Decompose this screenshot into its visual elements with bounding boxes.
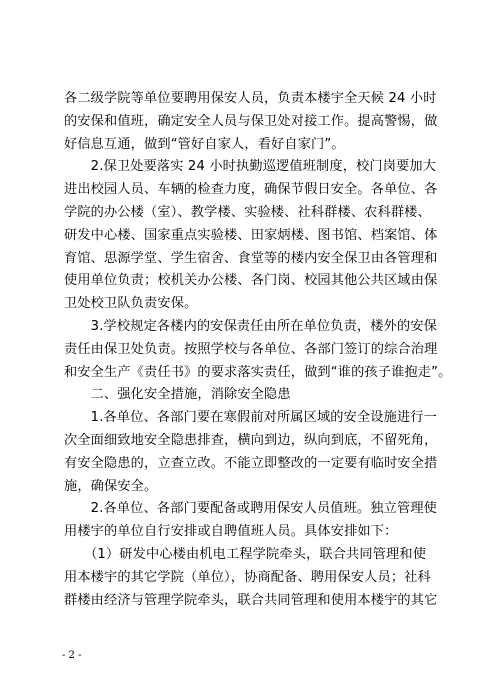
text-line: 3.学校规定各楼内的安保责任由所在单位负责，楼外的安保 <box>64 318 437 334</box>
text-line: 用楼宇的单位自行安排或自聘值班人员。具体安排如下： <box>64 524 398 540</box>
text-line: 育馆、思源学堂、学生宿舍、食堂等的楼内安全保卫由各管理和 <box>64 250 438 266</box>
text-line: 好信息互通，做到“管好自家人，看好自家门”。 <box>64 136 345 152</box>
text-line: （1）研发中心楼由机电工程学院牵头，联合共同管理和使 <box>64 546 427 562</box>
text-line: 用本楼宇的其它学院（单位），协商配备、聘用保安人员；社科 <box>64 569 431 585</box>
text-line: 卫处校卫队负责安保。 <box>64 296 198 312</box>
text-line: 使用单位负责；校机关办公楼、各门岗、校园其他公共区域由保 <box>64 273 438 289</box>
text-line: 研发中心楼、国家重点实验楼、田家炳楼、图书馆、档案馆、体 <box>64 227 438 243</box>
text-line: 有安全隐患的，立查立改。不能立即整改的一定要有临时安全措 <box>64 455 438 471</box>
text-line: 群楼由经济与管理学院牵头，联合共同管理和使用本楼宇的其它 <box>64 592 438 608</box>
text-line: 责任由保卫处负责。按照学校与各单位、各部门签订的综合治理 <box>64 341 438 357</box>
text-line: 的安保和值班，确定安全人员与保卫处对接工作。提高警惕，做 <box>64 113 438 129</box>
text-line: 施，确保安全。 <box>64 478 158 494</box>
text-line: 学院的办公楼（室）、教学楼、实验楼、社科群楼、农科群楼、 <box>64 204 431 220</box>
body-text <box>64 88 452 612</box>
text-line: 和安全生产《责任书》的要求落实责任，做到“谁的孩子谁抱走”。 <box>64 364 452 380</box>
text-line: 2.保卫处要落实 24 小时执勤巡逻值班制度，校门岗要加大 <box>64 159 437 175</box>
text-line: 2.各单位、各部门要配备或聘用保安人员值班。独立管理使 <box>64 501 437 517</box>
text-line: 次全面细致地安全隐患排查，横向到边，纵向到底，不留死角， <box>64 432 438 448</box>
text-line: 1.各单位、各部门要在寒假前对所属区域的安全设施进行一 <box>64 410 437 426</box>
text-line: 各二级学院等单位要聘用保安人员，负责本楼宇全天候 24 小时 <box>64 91 437 106</box>
text-line: 进出校园人员、车辆的检查力度，确保节假日安全。各单位、各 <box>64 182 438 198</box>
page-number: - 2 - <box>62 650 82 661</box>
section-heading: 二、强化安全措施，消除安全隐患 <box>64 387 291 403</box>
